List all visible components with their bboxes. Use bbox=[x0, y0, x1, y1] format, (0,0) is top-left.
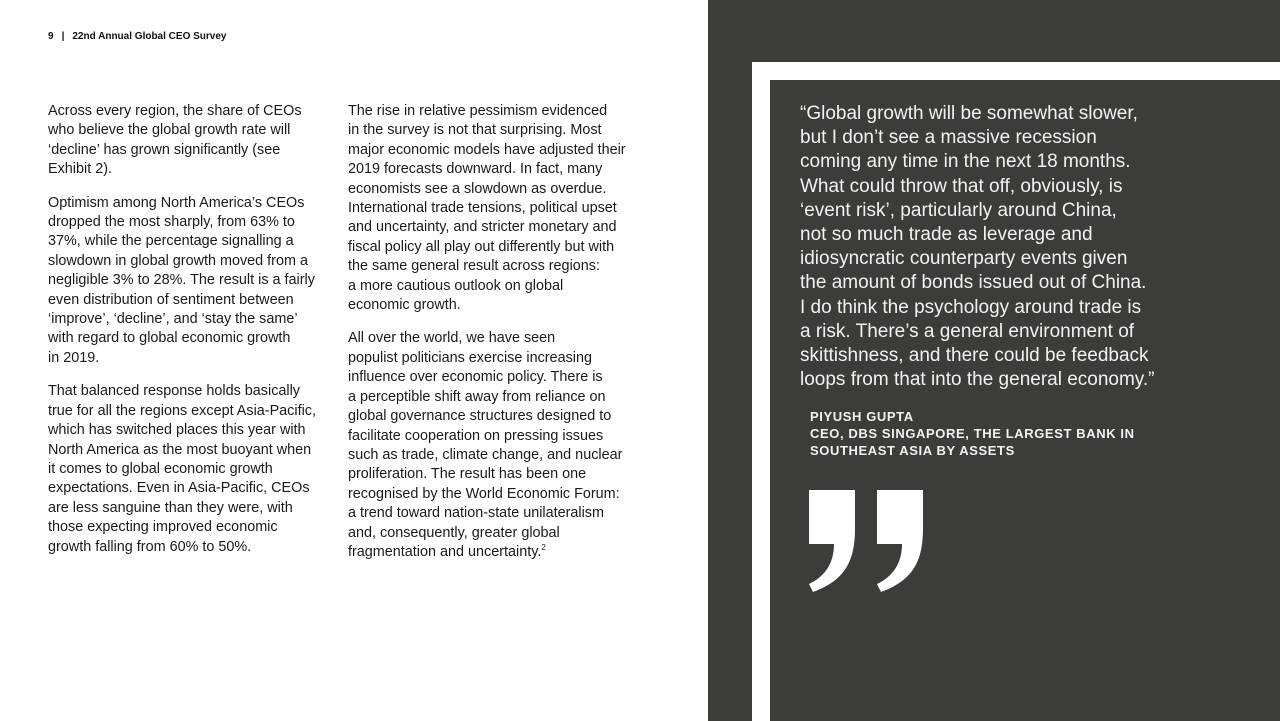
left-text-column bbox=[48, 102, 333, 571]
header-separator: | bbox=[61, 31, 65, 42]
paragraph: Across every region, the share of CEOs who believe the global growth rate will ‘decline’ has grown significantly (see Exhibit 2). bbox=[48, 103, 302, 178]
page-number: 9 bbox=[48, 31, 54, 42]
quote-attribution bbox=[810, 408, 1230, 459]
closing-quote-icon bbox=[808, 488, 926, 594]
report-title: 22nd Annual Global CEO Survey bbox=[72, 31, 227, 42]
right-text-column bbox=[348, 102, 643, 576]
paragraph: That balanced response holds basically true for all the regions except Asia-Pacific, which has switched places this year with North America as the most buoyant when it comes to global economic growth expectations. Even in Asia-Pacific, CEOs are less sanguine than they were, with those expecting improved economic growth falling from 60% to 50%. bbox=[48, 383, 316, 555]
pull-quote: “Global growth will be somewhat slower, but I don’t see a massive recession coming any time in the next 18 months. What could throw that off, obviously, is ‘event risk’, particularly around China, not so much trade as leverage and idiosyncratic counterparty events given the amount of bonds issued out of China. I do think the psychology around trade is a risk. There’s a general environment of skittishness, and there could be feedback loops from that into the general economy.” bbox=[800, 103, 1155, 391]
paragraph-text: All over the world, we have seen populist politicians exercise increasing influence over economic policy. There is a perceptible shift away from reliance on global governance structures designed to facilitate cooperation on pressing issues such as trade, climate change, and nuclear proliferation. The result has been one recognised by the World Economic Forum: a trend toward nation-state unilateralism and, consequently, greater global fragmentation and uncertainty. bbox=[348, 330, 623, 560]
paragraph: Optimism among North America’s CEOs dropped the most sharply, from 63% to 37%, while the percentage signalling a slowdown in global growth moved from a negligible 3% to 28%. The result is a fairly even distribution of sentiment between ‘improve’, ‘decline’, and ‘stay the same’ with regard to global economic growth in 2019. bbox=[48, 194, 315, 366]
speaker-title: CEO, DBS SINGAPORE, THE LARGEST BANK IN SOUTHEAST ASIA BY ASSETS bbox=[810, 426, 1135, 458]
speaker-name: PIYUSH GUPTA bbox=[810, 409, 914, 424]
page-header bbox=[48, 31, 226, 42]
paragraph: The rise in relative pessimism evidenced in the survey is not that surprising. Most major economic models have adjusted their 2019 forecasts downward. In fact, many economists see a slowdown as overdue. International trade tensions, political upset and uncertainty, and stricter monetary and fiscal policy all play out differently but with the same general result across regions: a more cautious outlook on global economic growth. bbox=[348, 103, 626, 314]
paragraph-with-footnote bbox=[348, 329, 643, 562]
footnote-marker: 2 bbox=[541, 542, 546, 552]
